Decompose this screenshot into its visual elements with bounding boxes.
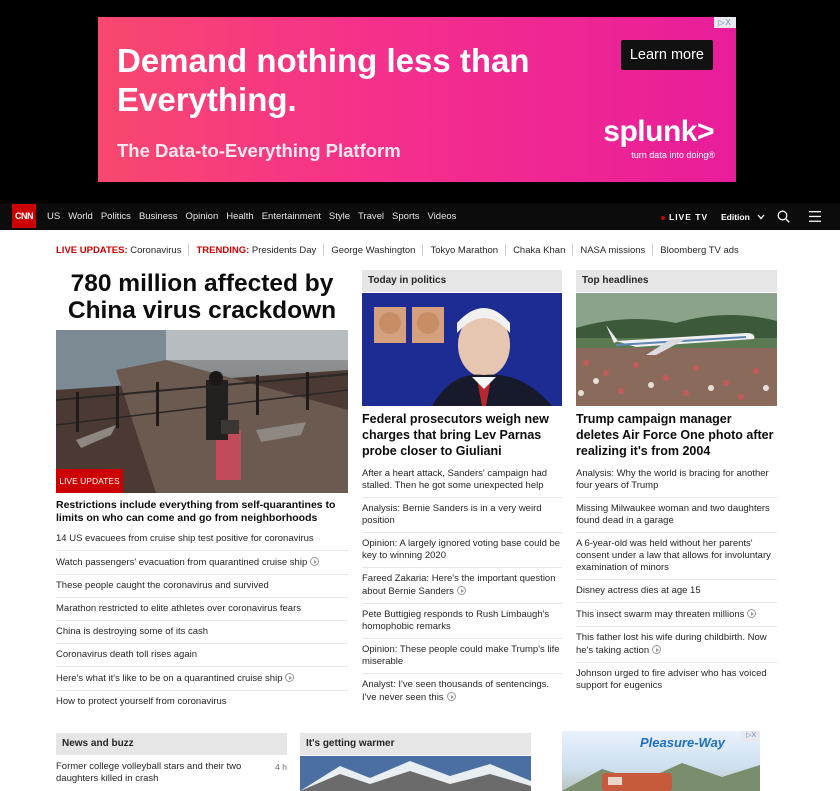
top-headline[interactable]: Trump campaign manager deletes Air Force One photo after realizing it's from 2004 bbox=[576, 412, 774, 458]
story-link[interactable] bbox=[362, 673, 562, 709]
story-text: 14 US evacuees from cruise ship test positive for coronavirus bbox=[56, 533, 314, 544]
trending-topic[interactable]: Chaka Khan bbox=[513, 244, 566, 256]
story-text: After a heart attack, Sanders' campaign had stalled. Then he got some unexpected help bbox=[362, 468, 548, 491]
trending-topic[interactable]: Bloomberg TV ads bbox=[660, 244, 739, 256]
rv-photo-scene bbox=[562, 751, 760, 791]
cnn-logo[interactable]: CNN bbox=[12, 204, 36, 228]
mountain-photo-scene bbox=[300, 756, 531, 791]
news-buzz-item-time: 4 h bbox=[275, 762, 287, 772]
nav-links bbox=[47, 203, 464, 230]
nav-item-opinion[interactable]: Opinion bbox=[185, 211, 219, 222]
story-text: Missing Milwaukee woman and two daughters found dead in a garage bbox=[576, 503, 770, 526]
pleasure-way-logo: Pleasure-Way bbox=[640, 735, 726, 750]
nav-item-style[interactable]: Style bbox=[328, 211, 350, 222]
nav-item-entertainment[interactable]: Entertainment bbox=[261, 211, 321, 222]
col1-story-list bbox=[56, 528, 348, 713]
story-link[interactable] bbox=[362, 497, 562, 532]
splunk-logo: splunk> bbox=[603, 115, 714, 148]
news-and-buzz-header[interactable]: News and buzz bbox=[56, 733, 287, 755]
ad-choices-icon[interactable]: ▷X bbox=[742, 731, 760, 741]
story-link[interactable] bbox=[362, 463, 562, 497]
story-text: Pete Buttigieg responds to Rush Limbaugh's homophobic remarks bbox=[362, 609, 550, 632]
ad-learn-more-button[interactable]: Learn more bbox=[621, 40, 713, 70]
trending-topic[interactable]: NASA missions bbox=[580, 244, 646, 256]
story-text: Watch passengers' evacuation from quarantined cruise ship bbox=[56, 557, 308, 568]
story-text: How to protect yourself from coronavirus bbox=[56, 696, 227, 707]
trending-bar bbox=[56, 243, 739, 257]
story-link[interactable] bbox=[56, 643, 348, 666]
play-video-icon bbox=[447, 692, 456, 701]
trending-topic[interactable]: George Washington bbox=[331, 244, 416, 256]
story-text: Coronavirus death toll rises again bbox=[56, 649, 197, 660]
story-link[interactable] bbox=[56, 690, 348, 713]
chevron-down-icon bbox=[757, 214, 765, 220]
story-link[interactable] bbox=[56, 597, 348, 620]
story-link[interactable] bbox=[362, 638, 562, 673]
search-icon[interactable] bbox=[777, 210, 790, 223]
story-text: Analysis: Bernie Sanders is in a very weird position bbox=[362, 503, 542, 526]
splunk-tagline: turn data into doing® bbox=[631, 150, 715, 160]
story-text: Analyst: I've seen thousands of sentencings. I've never seen this bbox=[362, 679, 550, 703]
story-link[interactable] bbox=[362, 603, 562, 638]
story-text: Johnson urged to fire adviser who has voiced support for eugenics bbox=[576, 668, 767, 691]
play-video-icon bbox=[310, 557, 319, 566]
politics-headline[interactable]: Federal prosecutors weigh new charges that bring Lev Parnas probe closer to Giuliani bbox=[362, 412, 549, 458]
top-headlines-list bbox=[576, 463, 777, 697]
nav-item-politics[interactable]: Politics bbox=[100, 211, 131, 222]
trending-label: TRENDING: bbox=[196, 244, 250, 256]
giuliani-photo-scene bbox=[362, 293, 562, 406]
story-link[interactable] bbox=[576, 662, 777, 697]
ad-subline: The Data-to-Everything Platform bbox=[117, 140, 401, 161]
ad-headline: Demand nothing less than Everything. bbox=[117, 42, 530, 118]
play-video-icon bbox=[285, 673, 294, 682]
live-tv-label: LIVE TV bbox=[669, 212, 709, 222]
story-text: This father lost his wife during childbirth. Now he's taking action bbox=[576, 632, 767, 656]
story-text: Fareed Zakaria: Here's the important question about Bernie Sanders bbox=[362, 573, 556, 597]
story-link[interactable] bbox=[576, 602, 777, 626]
story-link[interactable] bbox=[56, 528, 348, 550]
story-link[interactable] bbox=[362, 532, 562, 567]
story-text: Here's what it's like to be on a quarantined cruise ship bbox=[56, 673, 283, 684]
nav-item-videos[interactable]: Videos bbox=[427, 211, 457, 222]
story-link[interactable] bbox=[576, 463, 777, 497]
trend-live-topic[interactable]: Coronavirus bbox=[130, 244, 182, 256]
politics-header[interactable]: Today in politics bbox=[362, 270, 562, 292]
politics-story-list bbox=[362, 463, 562, 709]
story-text: Opinion: A largely ignored voting base could be key to winning 2020 bbox=[362, 538, 561, 561]
splunk-ad[interactable] bbox=[98, 17, 736, 182]
air-force-one-photo[interactable] bbox=[576, 293, 777, 406]
edition-menu[interactable] bbox=[721, 212, 765, 222]
getting-warmer-header[interactable]: It's getting warmer bbox=[300, 733, 531, 755]
mountain-photo[interactable] bbox=[300, 756, 531, 791]
live-dot-icon bbox=[661, 216, 665, 220]
live-updates-label: LIVE UPDATES: bbox=[56, 244, 128, 256]
main-nav bbox=[0, 203, 840, 230]
nav-item-business[interactable]: Business bbox=[138, 211, 178, 222]
news-buzz-item-text: Former college volleyball stars and their two daughters killed in crash bbox=[56, 761, 242, 784]
nav-item-us[interactable]: US bbox=[47, 211, 61, 222]
play-video-icon bbox=[457, 586, 466, 595]
play-video-icon bbox=[652, 645, 661, 654]
divider bbox=[652, 244, 653, 256]
story-link[interactable] bbox=[56, 666, 348, 690]
news-buzz-item[interactable] bbox=[56, 761, 287, 785]
story-text: This insect swarm may threaten millions bbox=[576, 609, 745, 620]
ad-area bbox=[0, 0, 840, 203]
divider bbox=[505, 244, 506, 256]
nav-item-sports[interactable]: Sports bbox=[392, 211, 420, 222]
hamburger-menu-icon[interactable] bbox=[809, 211, 821, 222]
hero-headline[interactable]: 780 million affected by China virus crackdown bbox=[67, 270, 337, 324]
ad-choices-icon[interactable]: ▷X bbox=[714, 17, 736, 28]
trending-topic[interactable]: Tokyo Marathon bbox=[430, 244, 499, 256]
trending-topic[interactable]: Presidents Day bbox=[251, 244, 317, 256]
story-link[interactable] bbox=[576, 626, 777, 662]
story-text: Analysis: Why the world is bracing for another four years of Trump bbox=[576, 468, 769, 491]
edition-label: Edition bbox=[721, 212, 750, 222]
nav-item-travel[interactable]: Travel bbox=[358, 211, 385, 222]
pleasure-way-ad[interactable] bbox=[562, 731, 760, 791]
story-text: These people caught the coronavirus and survived bbox=[56, 580, 269, 591]
live-updates-badge[interactable]: LIVE UPDATES bbox=[56, 469, 123, 493]
nav-item-health[interactable]: Health bbox=[226, 211, 254, 222]
story-text: Opinion: These people could make Trump's life miserable bbox=[362, 644, 560, 667]
divider bbox=[323, 244, 324, 256]
story-link[interactable] bbox=[576, 579, 777, 602]
live-tv-link[interactable] bbox=[661, 212, 708, 222]
story-link[interactable] bbox=[56, 550, 348, 574]
story-link[interactable] bbox=[362, 567, 562, 603]
divider bbox=[422, 244, 423, 256]
story-link[interactable] bbox=[56, 620, 348, 643]
story-link[interactable] bbox=[576, 497, 777, 532]
story-text: Marathon restricted to elite athletes over coronavirus fears bbox=[56, 603, 302, 614]
divider bbox=[572, 244, 573, 256]
top-headlines-header[interactable]: Top headlines bbox=[576, 270, 777, 292]
divider bbox=[188, 244, 189, 256]
giuliani-photo[interactable] bbox=[362, 293, 562, 406]
nav-item-world[interactable]: World bbox=[68, 211, 93, 222]
story-link[interactable] bbox=[56, 574, 348, 597]
air-force-one-photo-scene bbox=[576, 293, 777, 406]
story-text: A 6-year-old was held without her parents' consent under a law that allows for involuntary examination of minors bbox=[576, 538, 771, 573]
play-video-icon bbox=[747, 609, 756, 618]
story-text: China is destroying some of its cash bbox=[56, 626, 209, 637]
lead-story-link[interactable]: Restrictions include everything from self-quarantines to limits on who can come and go from neighborhoods bbox=[56, 499, 336, 524]
story-link[interactable] bbox=[576, 532, 777, 579]
story-text: Disney actress dies at age 15 bbox=[576, 585, 701, 596]
